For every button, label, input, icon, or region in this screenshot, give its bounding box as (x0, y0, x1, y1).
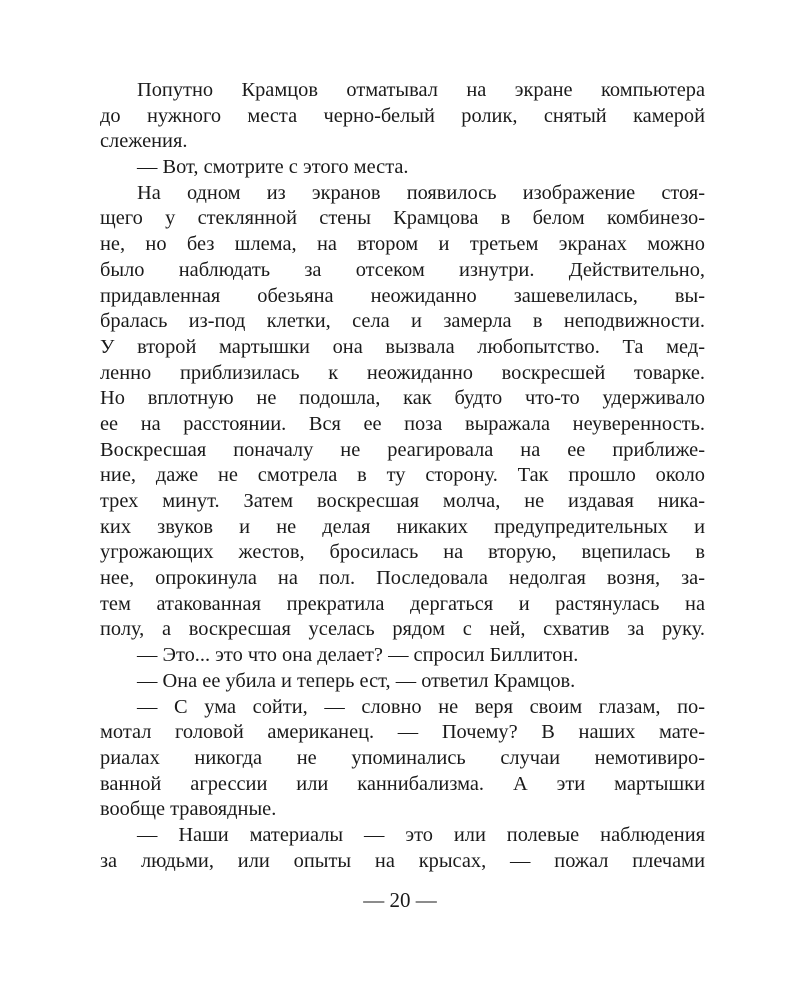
text-line: У второй мартышки она вызвала любопытство. Та мед- (100, 335, 705, 358)
text-line: — Вот, смотрите с этого места. (137, 156, 409, 179)
page-number: — 20 — (363, 888, 437, 912)
text-line: — С ума сойти, — словно не веря своим глазам, по- (137, 695, 705, 718)
text-line: бралась из-под клетки, села и замерла в неподвижности. (100, 310, 705, 333)
text-line: угрожающих жестов, бросилась на вторую, вцепилась в (100, 541, 705, 564)
text-line: было наблюдать за отсеком изнутри. Действительно, (100, 258, 705, 281)
text-line: нее, опрокинула на пол. Последовала недолгая возня, за- (100, 567, 705, 590)
text-line: тем атакованная прекратила дергаться и растянулась на (100, 592, 705, 615)
text-line: не, но без шлема, на втором и третьем экранах можно (100, 233, 705, 256)
text-line: ванной агрессии или каннибализма. А эти мартышки (100, 772, 705, 795)
text-line: Воскресшая поначалу не реагировала на ее приближе- (100, 438, 705, 461)
text-line: ленно приблизилась к неожиданно воскресшей товарке. (100, 361, 705, 384)
text-line: до нужного места черно-белый ролик, снятый камерой (100, 104, 705, 127)
text-line: На одном из экранов появилось изображение стоя- (137, 181, 705, 204)
text-line: — Она ее убила и теперь ест, — ответил Крамцов. (137, 669, 576, 692)
text-line: придавленная обезьяна неожиданно зашевелилась, вы- (100, 284, 705, 307)
text-line: ких звуков и не делая никаких предупредительных и (100, 515, 705, 538)
text-line: ние, даже не смотрела в ту сторону. Так прошло около (100, 464, 705, 487)
text-line: — Наши материалы — это или полевые наблюдения (137, 823, 705, 846)
text-line: Попутно Крамцов отматывал на экране компьютера (137, 79, 705, 101)
text-line: — Это... это что она делает? — спросил Биллитон. (137, 644, 579, 667)
text-line: слежения. (100, 130, 188, 153)
text-line: вообще травоядные. (100, 798, 277, 821)
text-line: трех минут. Затем воскресшая молча, не издавая ника- (100, 490, 705, 512)
page-body (100, 78, 705, 874)
text-line: ее на расстоянии. Вся ее поза выражала неуверенность. (100, 412, 705, 435)
text-line: за людьми, или опыты на крысах, — пожал плечами (100, 849, 705, 872)
text-line: риалах никогда не упоминались случаи немотивиро- (100, 746, 705, 769)
text-line: мотал головой американец. — Почему? В наших мате- (100, 721, 705, 744)
text-line: Но вплотную не подошла, как будто что-то удерживало (100, 387, 705, 410)
text-line: щего у стеклянной стены Крамцова в белом комбинезо- (100, 207, 705, 230)
text-line: полу, а воскресшая уселась рядом с ней, схватив за руку. (100, 618, 705, 641)
